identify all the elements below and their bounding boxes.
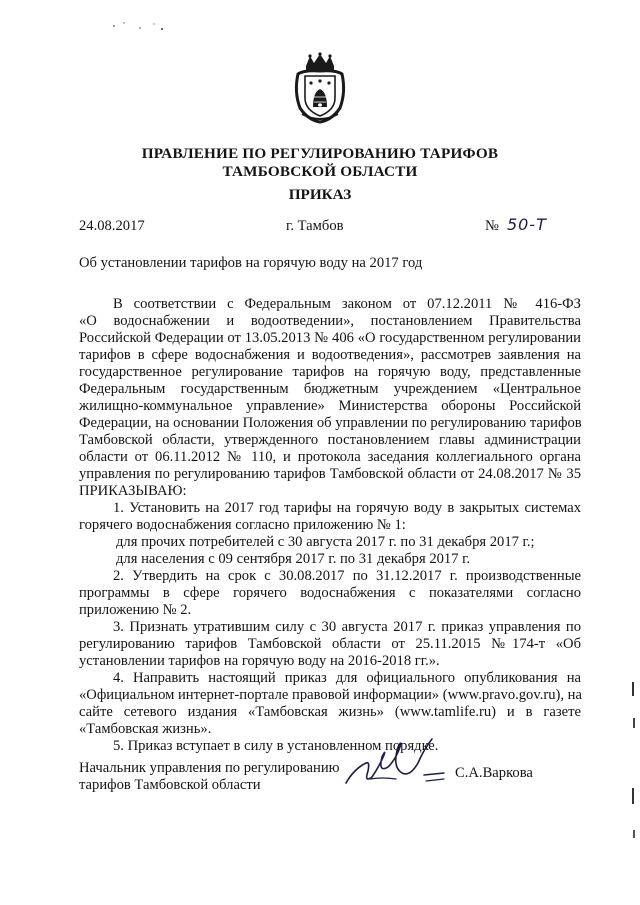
body-line: Федеральным государственным бюджетным учреждением «Центральное	[79, 381, 581, 397]
handwritten-signature	[340, 733, 452, 791]
body-line: регулированию тарифов Тамбовской области от 25.11.2015 №174-т «Об	[79, 636, 581, 652]
body-line: приложению № 2.	[79, 602, 192, 618]
order-command: ПРИКАЗЫВАЮ:	[79, 483, 187, 499]
coat-of-arms-icon	[292, 52, 348, 124]
body-line: сайте сетевого издания «Тамбовская жизнь» (www.tamlife.ru) и в газете	[79, 704, 581, 720]
signer-title: тарифов Тамбовской области	[79, 777, 261, 793]
body-line: горячего водоснабжения согласно приложению № 1:	[79, 517, 406, 533]
scan-edge-marks	[626, 670, 640, 860]
organization-region: ТАМБОВСКОЙ ОБЛАСТИ	[222, 163, 418, 180]
body-line: установлении тарифов на горячую воду на 2016-2018 гг.».	[79, 653, 440, 669]
body-line: жилищно-коммунальное управление» Министерства обороны Российской	[79, 398, 581, 414]
handwritten-number: 50-Т	[506, 215, 547, 234]
body-line: тарифов в сфере водоснабжения и водоотведения», рассмотрев заявления на	[79, 347, 581, 363]
body-line: «Официальном интернет-портале правовой информации» (www.pravo.gov.ru), на	[79, 687, 582, 703]
document-date: 24.08.2017	[79, 218, 145, 234]
body-line: государственное регулирование тарифов на горячую воду, представленные	[79, 364, 581, 380]
document-place: г. Тамбов	[286, 218, 344, 234]
body-line: Федерации, на основании Положения об управлении по регулированию тарифов	[79, 415, 582, 431]
body-line: В соответствии с Федеральным законом от 07.12.2011 № 416-ФЗ	[113, 296, 581, 312]
body-line: для населения с 09 сентября 2017 г. по 31 декабря 2017 г.	[116, 551, 471, 567]
body-line: управления по регулированию тарифов Тамбовской области от 24.08.2017 № 35	[79, 466, 581, 482]
signer-title: Начальник управления по регулированию	[79, 760, 340, 776]
body-line: 3. Признать утратившим силу с 30 августа 2017 г. приказ управления по	[113, 619, 581, 635]
body-line: «О водоснабжении и водоотведении», постановлением Правительства	[79, 313, 581, 329]
order-subject: Об установлении тарифов на горячую воду на 2017 год	[79, 255, 423, 271]
body-line: программы в сфере горячего водоснабжения с показателями согласно	[79, 585, 581, 601]
body-line: Российской Федерации от 13.05.2013 № 406 «О государственном регулировании	[79, 330, 581, 346]
body-line: Тамбовской области, утвержденного постановлением главы администрации	[79, 432, 581, 448]
body-line: области от 06.11.2012 № 110, и протокола заседания коллегиального органа	[79, 449, 581, 465]
body-line: для прочих потребителей с 30 августа 2017 г. по 31 декабря 2017 г.;	[116, 534, 535, 550]
scan-specks	[110, 18, 170, 34]
body-line: 2. Утвердить на срок с 30.08.2017 по 31.12.2017 г. производственные	[113, 568, 581, 584]
body-line: «Тамбовская жизнь».	[79, 721, 212, 737]
number-sign: №	[485, 218, 499, 234]
signer-name: С.А.Варкова	[455, 765, 533, 781]
body-line: 1. Установить на 2017 год тарифы на горячую воду в закрытых системах	[113, 500, 581, 516]
body-line: 5. Приказ вступает в силу в установленном порядке.	[113, 738, 439, 754]
organization-name: ПРАВЛЕНИЕ ПО РЕГУЛИРОВАНИЮ ТАРИФОВ	[141, 145, 499, 162]
document-type: ПРИКАЗ	[288, 186, 352, 203]
document-number	[485, 216, 547, 235]
body-line: 4. Направить настоящий приказ для официального опубликования на	[113, 670, 581, 686]
